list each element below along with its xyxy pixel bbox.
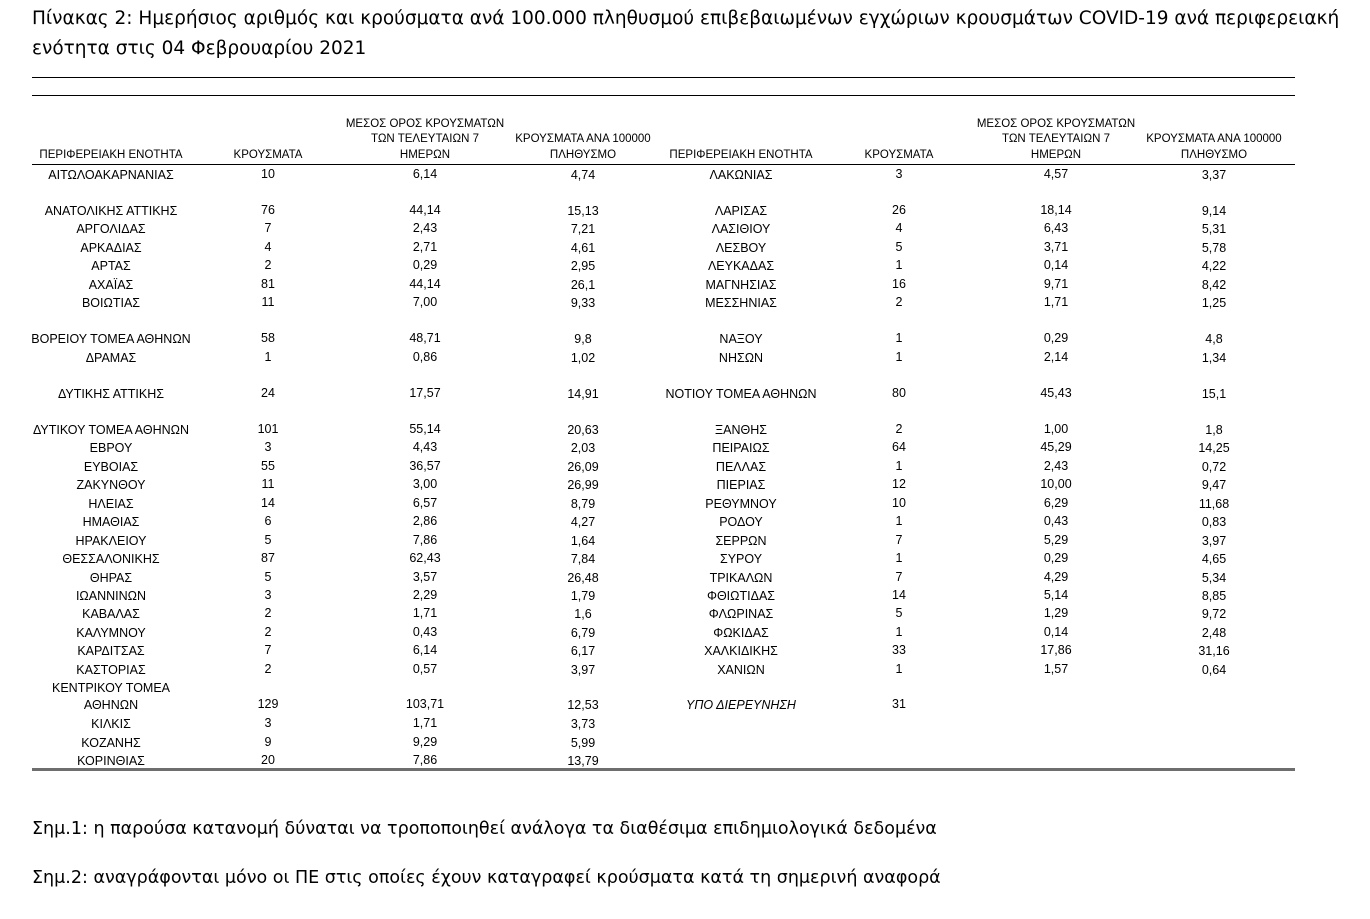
cell-avg: 1,71 [1043, 295, 1069, 309]
cell-cases: 11 [261, 295, 275, 309]
cell-region: ΧΑΛΚΙΔΙΚΗΣ [704, 644, 778, 658]
cell-cases: 129 [257, 697, 279, 711]
cell-region: ΠΕΙΡΑΙΩΣ [712, 441, 770, 455]
cell-region: ΛΕΣΒΟΥ [715, 241, 767, 255]
cell-region: ΠΙΕΡΙΑΣ [716, 478, 766, 492]
cell-cases: 4 [895, 221, 903, 235]
cell-per100k: 20,63 [567, 423, 599, 437]
header-avg-line: ΜΕΣΟΣ ΟΡΟΣ ΚΡΟΥΣΜΑΤΩΝ [976, 117, 1136, 130]
cell-avg: 0,14 [1043, 625, 1069, 639]
cell-avg: 0,29 [1043, 331, 1069, 345]
table-title-line-1: Πίνακας 2: Ημερήσιος αριθμός και κρούσματα ανά 100.000 πληθυσμού επιβεβαιωμένων εγχώριων κρουσμάτων COVID-19 ανά περιφερειακή [32, 8, 1340, 29]
cell-region: ΚΑΣΤΟΡΙΑΣ [76, 663, 146, 677]
cell-cases: 5 [264, 570, 272, 584]
cell-cases: 76 [261, 203, 275, 217]
cell-per100k: 9,14 [1201, 204, 1227, 218]
cell-cases: 2 [895, 422, 903, 436]
cell-region: ΡΕΘΥΜΝΟΥ [705, 497, 777, 511]
cell-region: ΘΕΣΣΑΛΟΝΙΚΗΣ [62, 552, 160, 566]
cell-region: ΛΑΚΩΝΙΑΣ [709, 168, 773, 182]
cell-avg: 2,29 [412, 588, 438, 602]
cell-region: ΚΑΡΔΙΤΣΑΣ [77, 644, 145, 658]
cell-per100k: 3,73 [570, 717, 596, 731]
cell-per100k: 4,8 [1205, 332, 1223, 346]
cell-avg: 5,29 [1043, 533, 1069, 547]
cell-region: ΑΧΑΪΑΣ [88, 278, 134, 292]
cell-per100k: 26,99 [567, 478, 599, 492]
cell-cases: 3 [264, 716, 272, 730]
cell-avg: 0,29 [412, 258, 438, 272]
cell-region: ΒΟΙΩΤΙΑΣ [81, 296, 141, 310]
cell-cases: 14 [892, 588, 906, 602]
cell-avg: 1,71 [412, 716, 438, 730]
cell-cases: 58 [261, 331, 275, 345]
cell-per100k: 1,34 [1201, 351, 1227, 365]
cell-cases: 5 [895, 240, 903, 254]
cell-cases: 2 [264, 258, 272, 272]
cell-cases: 3 [895, 167, 903, 181]
cell-region: ΒΟΡΕΙΟΥ ΤΟΜΕΑ ΑΘΗΝΩΝ [31, 332, 191, 346]
cell-region: ΦΩΚΙΔΑΣ [713, 626, 769, 640]
cell-cases: 1 [895, 350, 903, 364]
cell-avg: 1,00 [1043, 422, 1069, 436]
cell-avg: 6,14 [412, 167, 438, 181]
cell-cases: 10 [261, 167, 275, 181]
cell-per100k: 8,85 [1201, 589, 1227, 603]
cell-per100k: 4,22 [1201, 259, 1227, 273]
cell-cases: 11 [261, 477, 275, 491]
cell-region: ΚΟΡΙΝΘΙΑΣ [77, 754, 145, 768]
cell-region: ΑΡΓΟΛΙΔΑΣ [76, 222, 146, 236]
cell-cases: 7 [895, 533, 903, 547]
cell-region: ΕΒΡΟΥ [89, 441, 133, 455]
cell-per100k: 2,03 [570, 441, 596, 455]
cell-cases: 1 [264, 350, 272, 364]
cell-region: ΛΑΡΙΣΑΣ [714, 204, 768, 218]
cell-avg: 4,29 [1043, 570, 1069, 584]
cell-avg: 17,86 [1040, 643, 1072, 657]
cell-per100k: 26,1 [570, 278, 596, 292]
cell-cases: 1 [895, 459, 903, 473]
cell-per100k: 31,16 [1198, 644, 1230, 658]
cell-per100k: 26,48 [567, 571, 599, 585]
cell-per100k: 8,79 [570, 497, 596, 511]
cell-per100k: 9,47 [1201, 478, 1227, 492]
cell-cases: 6 [264, 514, 272, 528]
cell-avg: 44,14 [409, 203, 441, 217]
cell-cases: 7 [895, 570, 903, 584]
cell-per100k: 6,17 [570, 644, 596, 658]
cell-avg: 2,43 [1043, 459, 1069, 473]
cell-cases: 64 [892, 440, 906, 454]
header-per100k-line: ΚΡΟΥΣΜΑΤΑ ΑΝΑ 100000 [1146, 133, 1282, 145]
cell-region: ΚΑΛΥΜΝΟΥ [76, 626, 146, 640]
cell-avg: 0,86 [412, 350, 438, 364]
cell-per100k: 13,79 [567, 754, 599, 768]
header-avg-left [335, 117, 515, 164]
cell-region: ΑΝΑΤΟΛΙΚΗΣ ΑΤΤΙΚΗΣ [44, 204, 178, 218]
cell-per100k: 7,84 [570, 552, 596, 566]
cell-avg: 6,29 [1043, 496, 1069, 510]
cell-cases: 5 [264, 533, 272, 547]
cell-cases: 16 [892, 277, 906, 291]
cell-avg: 2,14 [1043, 350, 1069, 364]
cell-per100k: 0,83 [1201, 515, 1227, 529]
cell-avg: 7,86 [412, 753, 438, 767]
cell-cases: 31 [892, 697, 906, 711]
cell-cases: 3 [264, 588, 272, 602]
header-avg-line: ΜΕΣΟΣ ΟΡΟΣ ΚΡΟΥΣΜΑΤΩΝ [345, 117, 505, 130]
cell-region: ΖΑΚΥΝΘΟΥ [76, 478, 146, 492]
header-cases-left [208, 148, 328, 164]
header-avg-right [966, 117, 1146, 164]
cell-avg: 1,57 [1043, 662, 1069, 676]
cell-cases: 7 [264, 643, 272, 657]
cell-cases: 9 [264, 735, 272, 749]
cell-avg: 0,43 [412, 625, 438, 639]
cell-per100k: 3,97 [1201, 534, 1227, 548]
cell-avg: 4,57 [1043, 167, 1069, 181]
cell-per100k: 4,27 [570, 515, 596, 529]
footnote-2: Σημ.2: αναγράφονται μόνο οι ΠΕ στις οποίες έχουν καταγραφεί κρούσματα κατά τη σημερινή αναφορά [32, 868, 941, 888]
header-per100k-line: ΚΡΟΥΣΜΑΤΑ ΑΝΑ 100000 [515, 133, 651, 145]
cell-region: ΝΑΞΟΥ [719, 332, 763, 346]
cell-region: ΙΩΑΝΝΙΝΩΝ [75, 589, 147, 603]
cell-region: ΚΟΖΑΝΗΣ [81, 736, 141, 750]
cell-avg: 0,14 [1043, 258, 1069, 272]
cell-avg: 9,29 [412, 735, 438, 749]
cell-per100k: 0,72 [1201, 460, 1227, 474]
cell-avg: 4,43 [412, 440, 438, 454]
cell-per100k: 9,8 [574, 332, 592, 346]
cell-cases: 87 [261, 551, 275, 565]
cell-per100k: 4,65 [1201, 552, 1227, 566]
table-bottom-rule [32, 768, 1295, 771]
cell-region: ΕΥΒΟΙΑΣ [83, 460, 139, 474]
cell-region-line-2: ΑΘΗΝΩΝ [83, 698, 139, 712]
cell-cases: 81 [261, 277, 275, 291]
cell-avg: 2,43 [412, 221, 438, 235]
cell-per100k: 15,13 [567, 204, 599, 218]
header-region-right [641, 148, 841, 164]
header-avg-line: ΗΜΕΡΩΝ [399, 148, 451, 161]
cell-cases: 12 [892, 477, 906, 491]
cell-region: ΧΑΝΙΩΝ [717, 663, 765, 677]
top-rule [32, 77, 1295, 78]
cell-per100k: 11,68 [1198, 497, 1230, 511]
cell-region: ΤΡΙΚΑΛΩΝ [709, 571, 773, 585]
cell-cases: 1 [895, 662, 903, 676]
cell-avg: 55,14 [409, 422, 441, 436]
cell-region: ΔΥΤΙΚΟΥ ΤΟΜΕΑ ΑΘΗΝΩΝ [32, 423, 190, 437]
cell-region: ΦΘΙΩΤΙΔΑΣ [706, 589, 776, 603]
cell-region: ΑΙΤΩΛΟΑΚΑΡΝΑΝΙΑΣ [48, 168, 174, 182]
footnote-1: Σημ.1: η παρούσα κατανομή δύναται να τροποποιηθεί ανάλογα τα διαθέσιμα επιδημιολογικά δεδομένα [32, 819, 937, 839]
cell-cases: 2 [264, 606, 272, 620]
cell-per100k: 2,95 [570, 259, 596, 273]
cell-per100k: 9,33 [570, 296, 596, 310]
cell-avg: 3,00 [412, 477, 438, 491]
header-cases-line: ΚΡΟΥΣΜΑΤΑ [233, 148, 303, 161]
cell-cases: 26 [892, 203, 906, 217]
cell-region: ΝΗΣΩΝ [718, 351, 764, 365]
cell-avg: 7,86 [412, 533, 438, 547]
cell-per100k: 1,25 [1201, 296, 1227, 310]
cell-avg: 5,14 [1043, 588, 1069, 602]
cell-per100k: 8,42 [1201, 278, 1227, 292]
table-title [32, 4, 1366, 64]
cell-cases: 1 [895, 331, 903, 345]
cell-cases: 5 [895, 606, 903, 620]
cell-region: ΔΡΑΜΑΣ [85, 351, 137, 365]
cell-per100k: 6,79 [570, 626, 596, 640]
cell-region: ΚΙΛΚΙΣ [91, 717, 131, 731]
cell-per100k: 2,48 [1201, 626, 1227, 640]
cell-region: ΗΜΑΘΙΑΣ [82, 515, 140, 529]
cell-cases: 4 [264, 240, 272, 254]
cell-avg: 6,57 [412, 496, 438, 510]
cell-per100k: 5,78 [1201, 241, 1227, 255]
cell-per100k: 9,72 [1201, 607, 1227, 621]
cell-cases: 2 [264, 662, 272, 676]
cell-per100k: 12,53 [567, 698, 599, 712]
cell-cases: 101 [257, 422, 279, 436]
cell-per100k: 5,34 [1201, 571, 1227, 585]
header-region-line: ΠΕΡΙΦΕΡΕΙΑΚΗ ΕΝΟΤΗΤΑ [669, 148, 813, 161]
cell-avg: 6,14 [412, 643, 438, 657]
header-cases-line: ΚΡΟΥΣΜΑΤΑ [864, 148, 934, 161]
cell-region: ΗΛΕΙΑΣ [88, 497, 134, 511]
cell-cases: 1 [895, 258, 903, 272]
cell-per100k: 3,97 [570, 663, 596, 677]
cell-avg: 2,86 [412, 514, 438, 528]
cell-per100k: 1,6 [574, 607, 592, 621]
cell-per100k: 0,64 [1201, 663, 1227, 677]
cell-region-line-1: ΚΕΝΤΡΙΚΟΥ ΤΟΜΕΑ [52, 681, 170, 695]
cell-avg: 10,00 [1040, 477, 1072, 491]
cell-per100k: 14,91 [567, 387, 599, 401]
cell-per100k: 1,02 [570, 351, 596, 365]
header-region-left [11, 148, 211, 164]
cell-avg: 48,71 [409, 331, 441, 345]
cell-region: ΔΥΤΙΚΗΣ ΑΤΤΙΚΗΣ [58, 387, 164, 401]
cell-cases: 1 [895, 551, 903, 565]
cell-region: ΛΑΣΙΘΙΟΥ [711, 222, 771, 236]
cell-per100k: 15,1 [1201, 387, 1227, 401]
cell-per100k: 26,09 [567, 460, 599, 474]
cell-region: ΞΑΝΘΗΣ [715, 423, 767, 437]
cell-avg: 62,43 [409, 551, 441, 565]
cell-avg: 44,14 [409, 277, 441, 291]
cell-avg: 103,71 [405, 697, 445, 711]
cell-cases: 20 [261, 753, 275, 767]
cell-per100k: 14,25 [1198, 441, 1230, 455]
cell-region: ΥΠΟ ΔΙΕΡΕΥΝΗΣΗ [686, 698, 796, 712]
cell-avg: 0,29 [1043, 551, 1069, 565]
cell-cases: 24 [261, 386, 275, 400]
cell-cases: 1 [895, 625, 903, 639]
cell-cases: 14 [261, 496, 275, 510]
cell-avg: 6,43 [1043, 221, 1069, 235]
header-avg-line: ΗΜΕΡΩΝ [1030, 148, 1082, 161]
header-per100k-right [1124, 132, 1304, 163]
cell-avg: 0,43 [1043, 514, 1069, 528]
header-cases-right [839, 148, 959, 164]
cell-cases: 2 [895, 295, 903, 309]
cell-per100k: 5,99 [570, 736, 596, 750]
cell-region: ΚΑΒΑΛΑΣ [82, 607, 140, 621]
header-top-rule [32, 95, 1295, 96]
cell-avg: 3,57 [412, 570, 438, 584]
cell-cases: 3 [264, 440, 272, 454]
header-per100k-line: ΠΛΗΘΥΣΜΟ [549, 148, 617, 161]
cell-region: ΗΡΑΚΛΕΙΟΥ [75, 534, 147, 548]
cell-avg: 9,71 [1043, 277, 1069, 291]
cell-avg: 45,29 [1040, 440, 1072, 454]
cell-per100k: 4,61 [570, 241, 596, 255]
cell-cases: 80 [892, 386, 906, 400]
cell-per100k: 7,21 [570, 222, 596, 236]
cell-region: ΝΟΤΙΟΥ ΤΟΜΕΑ ΑΘΗΝΩΝ [665, 387, 817, 401]
cell-region: ΜΕΣΣΗΝΙΑΣ [705, 296, 777, 310]
cell-region: ΑΡΚΑΔΙΑΣ [80, 241, 142, 255]
cell-cases: 10 [892, 496, 906, 510]
cell-avg: 18,14 [1040, 203, 1072, 217]
cell-avg: 3,71 [1043, 240, 1069, 254]
header-bottom-rule [32, 164, 1295, 165]
cell-avg: 1,71 [412, 606, 438, 620]
cell-per100k: 4,74 [570, 168, 596, 182]
cell-region: ΛΕΥΚΑΔΑΣ [707, 259, 775, 273]
cell-region: ΘΗΡΑΣ [89, 571, 133, 585]
cell-region: ΣΥΡΟΥ [719, 552, 763, 566]
cell-region: ΣΕΡΡΩΝ [715, 534, 767, 548]
cell-avg: 7,00 [412, 295, 438, 309]
cell-region: ΡΟΔΟΥ [719, 515, 763, 529]
cell-cases: 33 [892, 643, 906, 657]
cell-per100k: 1,8 [1205, 423, 1223, 437]
cell-avg: 1,29 [1043, 606, 1069, 620]
cell-cases: 1 [895, 514, 903, 528]
header-per100k-line: ΠΛΗΘΥΣΜΟ [1180, 148, 1248, 161]
cell-per100k: 3,37 [1201, 168, 1227, 182]
cell-per100k: 1,79 [570, 589, 596, 603]
cell-per100k: 5,31 [1201, 222, 1227, 236]
cell-avg: 2,71 [412, 240, 438, 254]
header-avg-line: ΤΩΝ ΤΕΛΕΥΤΑΙΩΝ 7 [1002, 133, 1110, 145]
cell-avg: 36,57 [409, 459, 441, 473]
cell-region: ΠΕΛΛΑΣ [715, 460, 767, 474]
cell-cases: 2 [264, 625, 272, 639]
table-title-line-2: ενότητα στις 04 Φεβρουαρίου 2021 [32, 38, 367, 59]
cell-cases: 55 [261, 459, 275, 473]
cell-avg: 45,43 [1040, 386, 1072, 400]
cell-region: ΑΡΤΑΣ [91, 259, 131, 273]
cell-avg: 17,57 [409, 386, 441, 400]
cell-region: ΜΑΓΝΗΣΙΑΣ [705, 278, 777, 292]
cell-cases: 7 [264, 221, 272, 235]
header-region-line: ΠΕΡΙΦΕΡΕΙΑΚΗ ΕΝΟΤΗΤΑ [39, 148, 183, 161]
cell-per100k: 1,64 [570, 534, 596, 548]
cell-region: ΦΛΩΡΙΝΑΣ [708, 607, 774, 621]
header-avg-line: ΤΩΝ ΤΕΛΕΥΤΑΙΩΝ 7 [371, 133, 479, 145]
cell-avg: 0,57 [412, 662, 438, 676]
